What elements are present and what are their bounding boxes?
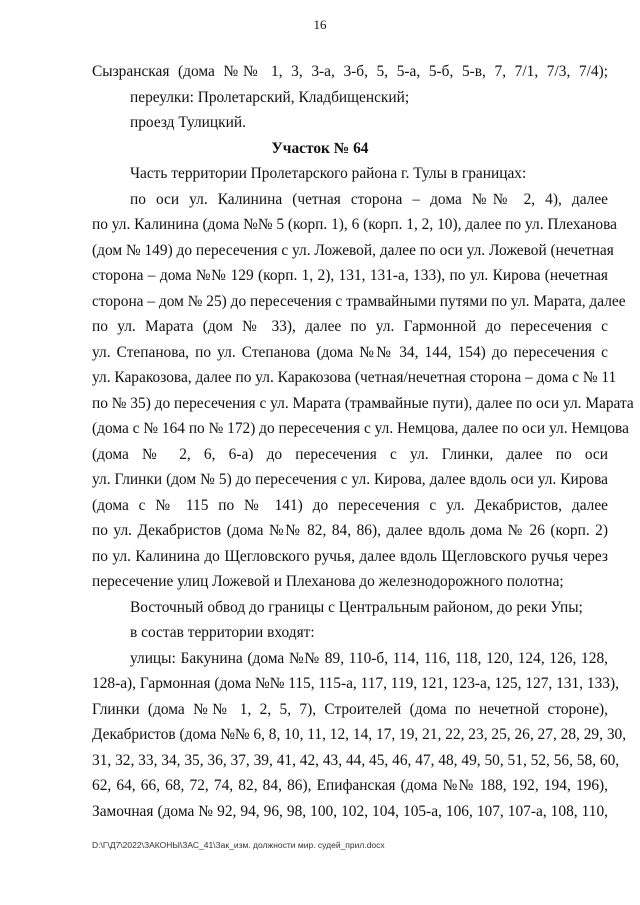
text-line: по оси ул. Калинина (четная сторона – дома №№ 2, 4), далее: [130, 191, 608, 208]
text-line: улицы: Бакунина (дома №№ 89, 110-б, 114, 116, 118, 120, 124, 126, 128,: [130, 650, 608, 667]
text-line: в состав территории входят:: [130, 624, 315, 641]
text-line: Замочная (дома № 92, 94, 96, 98, 100, 102, 104, 105-а, 106, 107, 107-а, 108, 110,: [92, 803, 608, 820]
text-line: по ул. Декабристов (дома №№ 82, 84, 86), далее вдоль дома № 26 (корп. 2): [92, 522, 608, 539]
text-line: сторона – дома №№ 129 (корп. 1, 2), 131, 131-а, 133), по ул. Кирова (нечетная: [92, 267, 608, 284]
text-line: по ул. Марата (дом № 33), далее по ул. Гармонной до пересечения с: [92, 318, 608, 335]
text-line: 62, 64, 66, 68, 72, 74, 82, 84, 86), Епифанская (дома №№ 188, 192, 194, 196),: [92, 777, 608, 794]
text-line: ул. Глинки (дом № 5) до пересечения с ул. Кирова, далее вдоль оси ул. Кирова: [92, 471, 608, 488]
text-line: Глинки (дома №№ 1, 2, 5, 7), Строителей (дома по нечетной стороне),: [92, 701, 608, 718]
text-line: пересечение улиц Ложевой и Плеханова до железнодорожного полотна;: [92, 573, 564, 590]
page-number: 16: [313, 17, 327, 32]
text-line: (дом № 149) до пересечения с ул. Ложевой, далее по оси ул. Ложевой (нечетная: [92, 242, 614, 259]
footer-file-path: D:\Г\Д7\2022\ЗАКОНЫ\ЗАС_41\Зак_изм. должности мир. судей_прил.docx: [92, 840, 385, 850]
text-line: (дома с № 115 по № 141) до пересечения с ул. Декабристов, далее: [92, 497, 608, 514]
text-line: Декабристов (дома №№ 6, 8, 10, 11, 12, 14, 17, 19, 21, 22, 23, 25, 26, 27, 28, 29, 30,: [92, 726, 627, 743]
text-line: Сызранская (дома №№ 1, 3, 3-а, 3-б, 5, 5-а, 5-б, 5-в, 7, 7/1, 7/3, 7/4);: [92, 63, 608, 80]
text-line: по ул. Калинина до Щегловского ручья, далее вдоль Щегловского ручья через: [92, 548, 608, 565]
text-line: по ул. Калинина (дома №№ 5 (корп. 1), 6 (корп. 1, 2, 10), далее по ул. Плеханова: [92, 216, 618, 233]
text-line: (дома с № 164 по № 172) до пересечения с ул. Немцова, далее по оси ул. Немцова: [92, 420, 629, 437]
text-line: ул. Степанова, по ул. Степанова (дома №№ 34, 144, 154) до пересечения с: [92, 344, 608, 361]
text-line: Часть территории Пролетарского района г. Тулы в границах:: [130, 165, 527, 182]
section-heading: Участок № 64: [271, 140, 369, 157]
text-line: проезд Тулицкий.: [130, 114, 246, 131]
text-line: переулки: Пролетарский, Кладбищенский;: [130, 89, 410, 106]
text-line: сторона – дом № 25) до пересечения с трамвайными путями по ул. Марата, далее: [92, 293, 626, 310]
text-line: по № 35) до пересечения с ул. Марата (трамвайные пути), далее по оси ул. Марата: [92, 395, 634, 412]
text-line: ул. Каракозова, далее по ул. Каракозова (четная/нечетная сторона – дома с № 11: [92, 369, 617, 386]
text-line: 31, 32, 33, 34, 35, 36, 37, 39, 41, 42, 43, 44, 45, 46, 47, 48, 49, 50, 51, 52, 56, 58, 60,: [92, 752, 620, 769]
text-line: (дома № 2, 6, 6-а) до пересечения с ул. Глинки, далее по оси: [92, 446, 608, 463]
text-line: Восточный обвод до границы с Центральным районом, до реки Упы;: [130, 599, 583, 616]
text-line: 128-а), Гармонная (дома №№ 115, 115-а, 117, 119, 121, 123-а, 125, 127, 131, 133),: [92, 675, 619, 692]
